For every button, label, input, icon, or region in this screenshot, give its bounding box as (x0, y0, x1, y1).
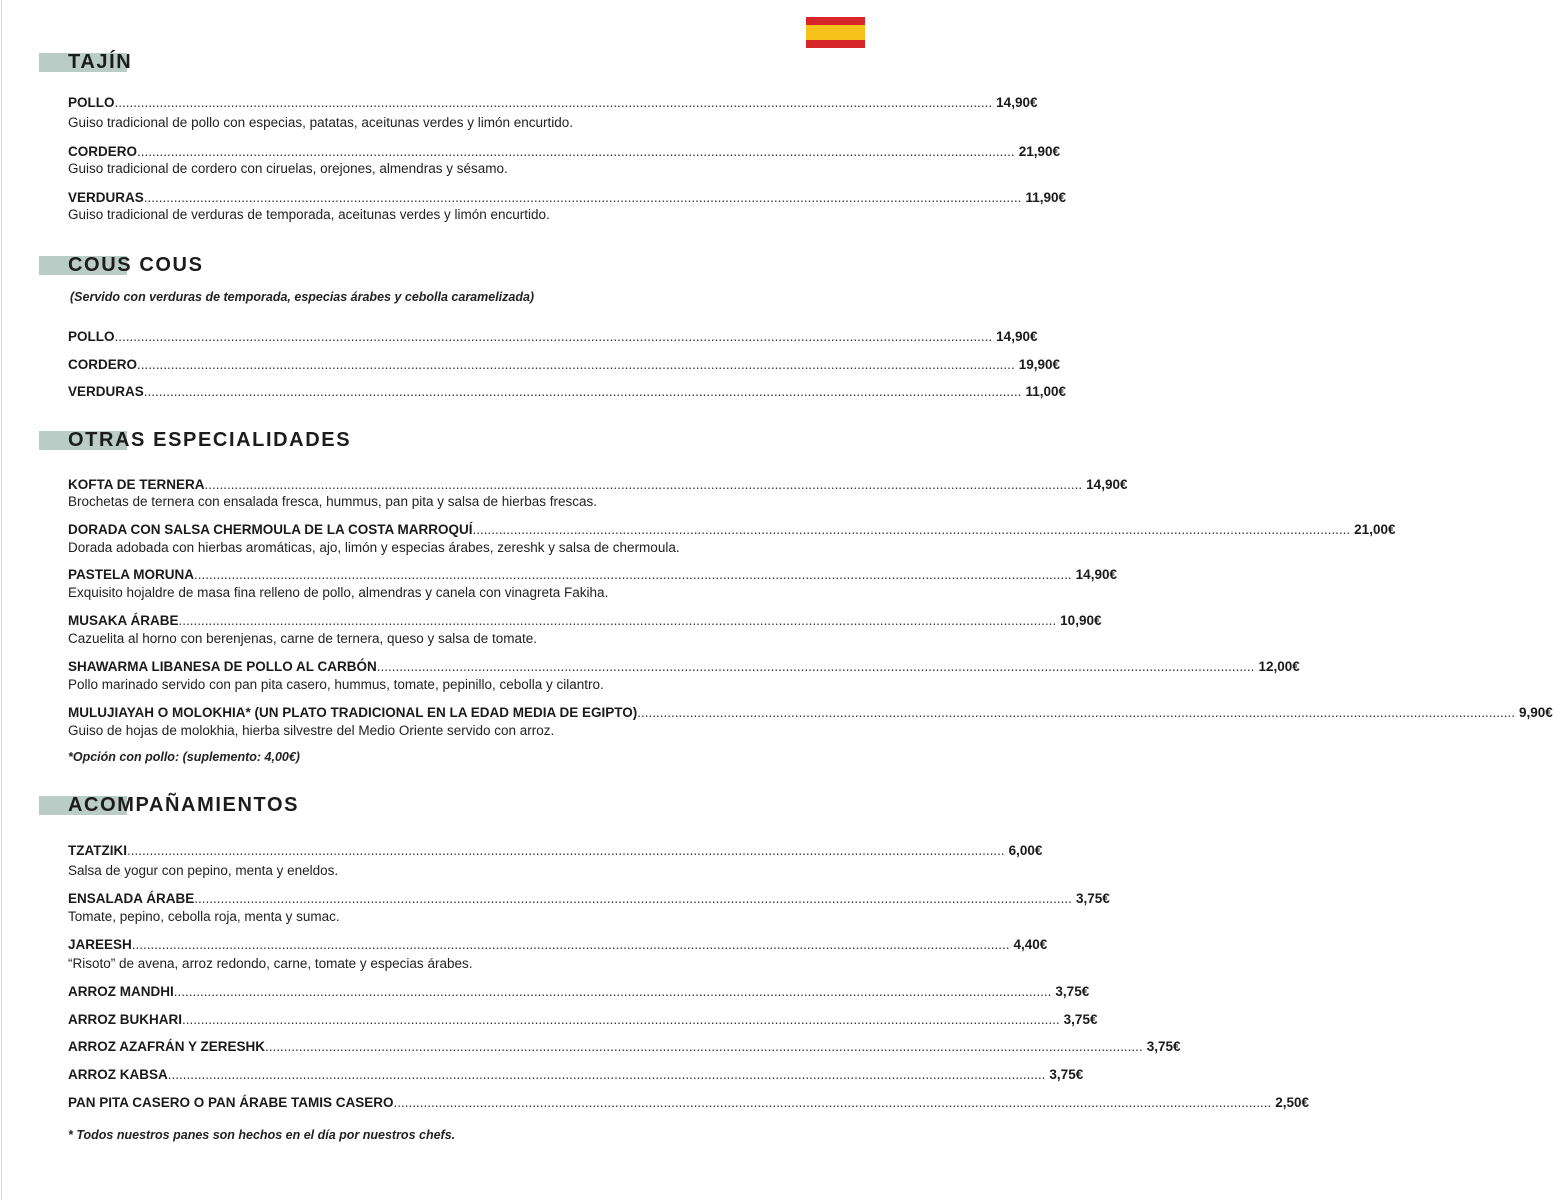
item-description: Salsa de yogur con pepino, menta y eneldos. (68, 863, 339, 878)
item-name: ENSALADA ÁRABE (68, 891, 195, 906)
menu-item (68, 841, 1043, 859)
item-name: ARROZ MANDHI (68, 984, 174, 999)
menu-item (68, 520, 1396, 538)
menu-item (68, 475, 1128, 493)
item-name: DORADA CON SALSA CHERMOULA DE LA COSTA MARROQUÍ (68, 522, 473, 537)
item-description: Exquisito hojaldre de masa fina relleno de pollo, almendras y canela con vinagreta Fakiha. (68, 585, 609, 600)
item-name: POLLO (68, 95, 115, 110)
menu-item (68, 889, 1110, 907)
item-name: TZATZIKI (68, 843, 127, 858)
dot-leader: .......................................................................................................................................................................................................................................... (131, 937, 1010, 952)
dot-leader: .......................................................................................................................................................................................................................................... (178, 613, 1057, 628)
menu-item (68, 1037, 1181, 1055)
item-price: 6,00€ (1008, 843, 1043, 858)
item-name: POLLO (68, 329, 115, 344)
item-price: 3,75€ (1075, 891, 1110, 906)
item-price: 4,40€ (1013, 937, 1048, 952)
menu-item (68, 93, 1038, 111)
dot-leader: .......................................................................................................................................................................................................................................... (194, 891, 1072, 906)
menu-item (68, 382, 1066, 400)
section-title: ACOMPAÑAMIENTOS (68, 794, 300, 816)
menu-item (68, 327, 1038, 345)
menu-item (68, 611, 1102, 629)
dot-leader: .......................................................................................................................................................................................................................................... (182, 1012, 1060, 1027)
item-price: 12,00€ (1258, 659, 1300, 674)
spanish-flag-icon[interactable] (806, 17, 865, 48)
menu-item (68, 1065, 1084, 1083)
dot-leader: .......................................................................................................................................................................................................................................... (143, 384, 1022, 399)
item-price: 3,75€ (1055, 984, 1090, 999)
section-title: TAJÍN (68, 51, 133, 73)
menu-item (68, 565, 1117, 583)
item-description: Guiso tradicional de pollo con especias, patatas, aceitunas verdes y limón encurtido. (68, 115, 574, 130)
item-name: MULUJIAYAH O MOLOKHIA* (UN PLATO TRADICIONAL EN LA EDAD MEDIA DE EGIPTO) (68, 705, 638, 720)
item-name: MUSAKA ÁRABE (68, 613, 179, 628)
menu-item (68, 142, 1060, 160)
item-price: 14,90€ (1075, 567, 1117, 582)
dot-leader: .......................................................................................................................................................................................................................................... (265, 1039, 1143, 1054)
item-name: CORDERO (68, 144, 138, 159)
item-description: Guiso tradicional de cordero con ciruelas, orejones, almendras y sésamo. (68, 161, 508, 176)
item-name: JAREESH (68, 937, 132, 952)
item-price: 14,90€ (996, 95, 1038, 110)
item-description: Tomate, pepino, cebolla roja, menta y sumac. (68, 909, 340, 924)
dot-leader: .......................................................................................................................................................................................................................................... (393, 1095, 1272, 1110)
menu-item (68, 188, 1066, 206)
menu-item (68, 657, 1300, 675)
item-description: Brochetas de ternera con ensalada fresca, hummus, pan pita y salsa de hierbas frescas. (68, 494, 598, 509)
item-name: CORDERO (68, 357, 138, 372)
item-price: 3,75€ (1063, 1012, 1098, 1027)
menu-item (68, 935, 1048, 953)
menu-item (68, 703, 1553, 721)
item-price: 11,00€ (1025, 384, 1066, 399)
dot-leader: .......................................................................................................................................................................................................................................... (114, 95, 993, 110)
item-name: SHAWARMA LIBANESA DE POLLO AL CARBÓN (68, 659, 377, 674)
item-price: 14,90€ (996, 329, 1038, 344)
dot-leader: .......................................................................................................................................................................................................................................... (637, 705, 1515, 720)
item-name: VERDURAS (68, 190, 144, 205)
dot-leader: .......................................................................................................................................................................................................................................... (137, 144, 1015, 159)
item-description: Cazuelita al horno con berenjenas, carne de ternera, queso y salsa de tomate. (68, 631, 538, 646)
footer-note: * Todos nuestros panes son hechos en el día por nuestros chefs. (68, 1128, 456, 1142)
menu-item (68, 982, 1090, 1000)
menu-item (68, 1010, 1098, 1028)
dot-leader: .......................................................................................................................................................................................................................................... (137, 357, 1015, 372)
dot-leader: .......................................................................................................................................................................................................................................... (126, 843, 1005, 858)
dot-leader: .......................................................................................................................................................................................................................................... (167, 1067, 1046, 1082)
item-price: 11,90€ (1025, 190, 1066, 205)
item-price: 10,90€ (1060, 613, 1102, 628)
section-note: (Servido con verduras de temporada, especias árabes y cebolla caramelizada) (70, 290, 535, 304)
item-description: Guiso tradicional de verduras de temporada, aceitunas verdes y limón encurtido. (68, 207, 550, 222)
item-name: PAN PITA CASERO O PAN ÁRABE TAMIS CASERO (68, 1095, 394, 1110)
menu-item (68, 355, 1060, 373)
item-name: ARROZ AZAFRÁN Y ZERESHK (68, 1039, 266, 1054)
item-price: 21,00€ (1354, 522, 1396, 537)
item-description: “Risoto” de avena, arroz redondo, carne, tomate y especias árabes. (68, 956, 473, 971)
item-price: 3,75€ (1146, 1039, 1181, 1054)
item-name: KOFTA DE TERNERA (68, 477, 205, 492)
item-name: ARROZ KABSA (68, 1067, 168, 1082)
dot-leader: .......................................................................................................................................................................................................................................... (194, 567, 1072, 582)
dot-leader: .......................................................................................................................................................................................................................................... (173, 984, 1052, 999)
item-name: ARROZ BUKHARI (68, 1012, 182, 1027)
item-price: 9,90€ (1518, 705, 1553, 720)
dot-leader: .......................................................................................................................................................................................................................................... (114, 329, 993, 344)
dot-leader: .......................................................................................................................................................................................................................................... (143, 190, 1022, 205)
page-border (1, 0, 2, 1200)
item-description: Dorada adobada con hierbas aromáticas, ajo, limón y especias árabes, zereshk y salsa de chermoula. (68, 540, 680, 555)
section-note: *Opción con pollo: (suplemento: 4,00€) (68, 750, 300, 764)
item-price: 3,75€ (1049, 1067, 1084, 1082)
item-price: 2,50€ (1275, 1095, 1309, 1110)
menu-item (68, 1093, 1309, 1111)
dot-leader: .......................................................................................................................................................................................................................................... (376, 659, 1255, 674)
section-title: OTRAS ESPECIALIDADES (68, 429, 352, 451)
item-price: 14,90€ (1086, 477, 1128, 492)
item-name: VERDURAS (68, 384, 144, 399)
section-title: COUS COUS (68, 254, 204, 276)
item-price: 19,90€ (1018, 357, 1060, 372)
item-description: Pollo marinado servido con pan pita casero, hummus, tomate, pepinillo, cebolla y cilantro. (68, 677, 604, 692)
dot-leader: .......................................................................................................................................................................................................................................... (472, 522, 1351, 537)
item-price: 21,90€ (1018, 144, 1060, 159)
item-description: Guiso de hojas de molokhia, hierba silvestre del Medio Oriente servido con arroz. (68, 723, 555, 738)
dot-leader: .......................................................................................................................................................................................................................................... (204, 477, 1083, 492)
item-name: PASTELA MORUNA (68, 567, 194, 582)
